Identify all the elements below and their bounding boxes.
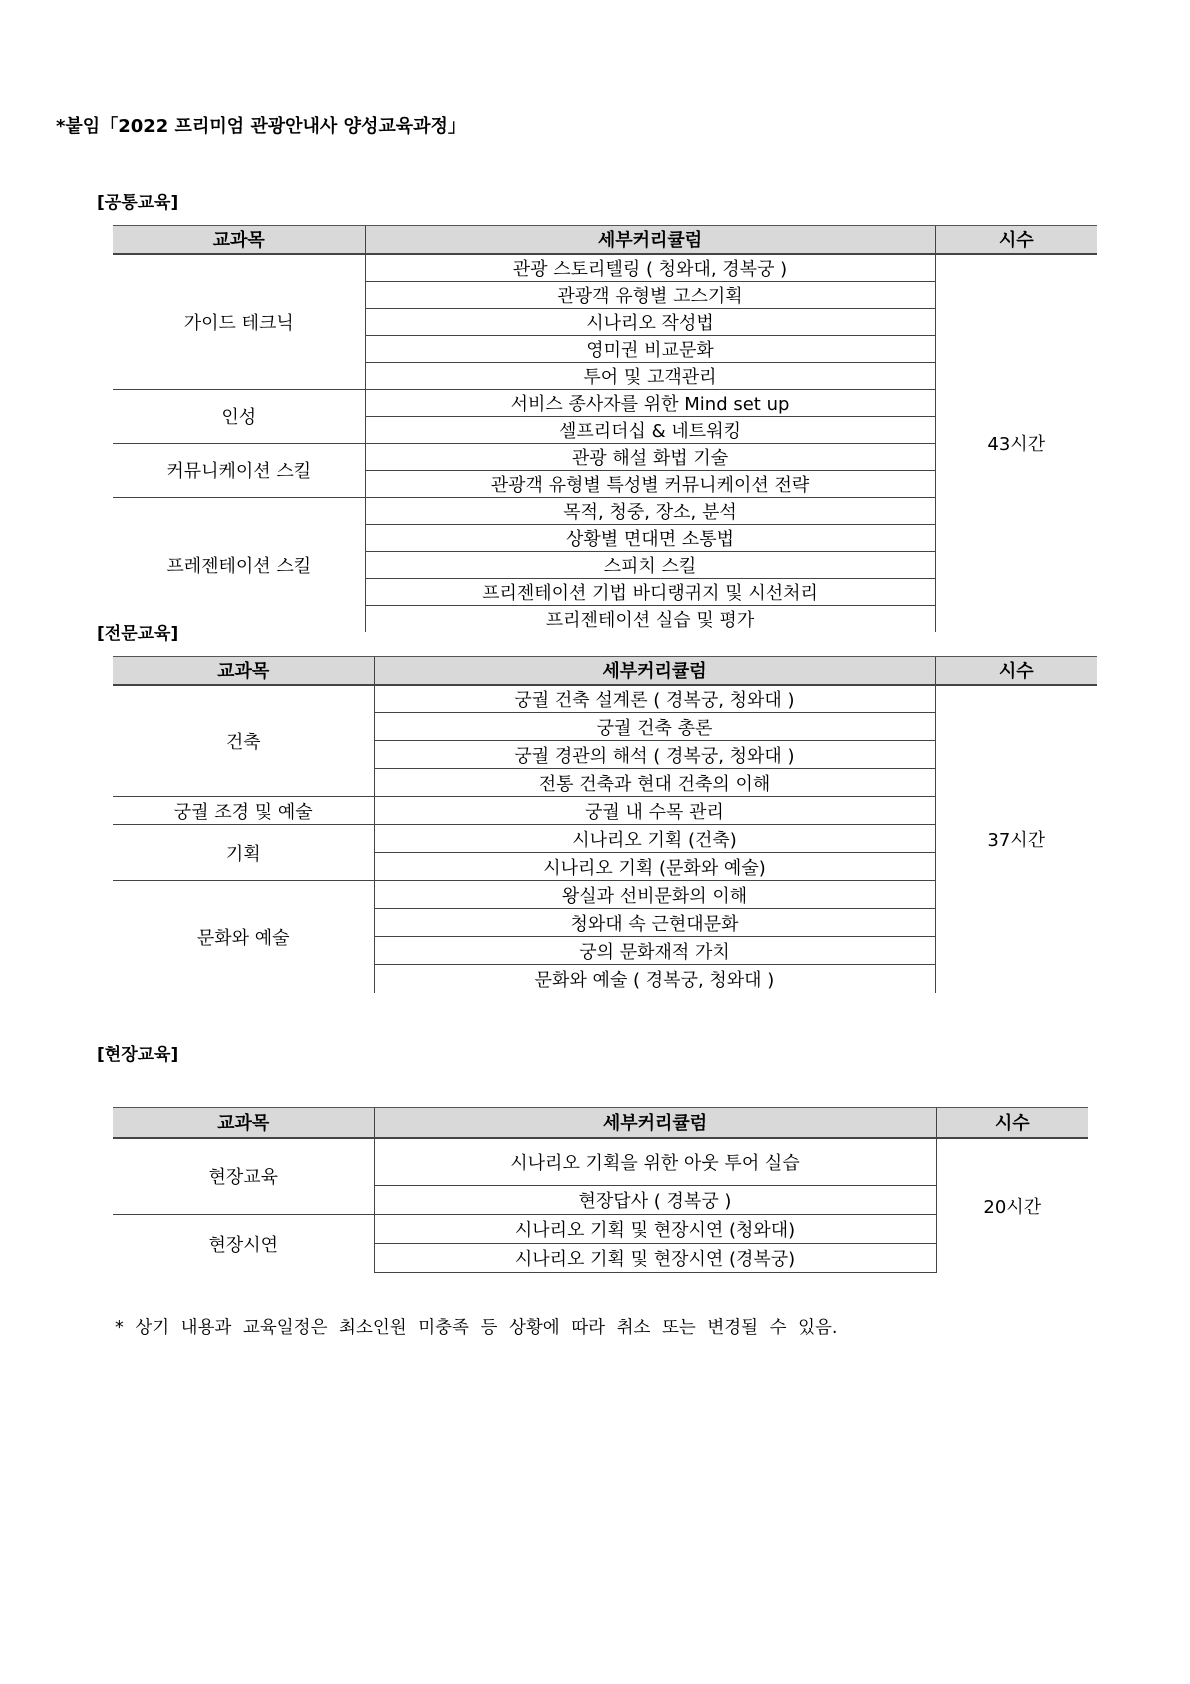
subject-cell: 건축 bbox=[225, 731, 261, 753]
subject-cell: 궁궐 조경 및 예술 bbox=[113, 797, 374, 825]
detail-cell: 시나리오 작성법 bbox=[365, 308, 935, 335]
detail-cell: 청와대 속 근현대문화 bbox=[374, 909, 935, 937]
detail-cell: 투어 및 고객관리 bbox=[365, 362, 935, 389]
table-row bbox=[113, 1138, 1088, 1186]
header-subject: 교과목 bbox=[113, 1108, 374, 1138]
subject-cell: 문화와 예술 bbox=[113, 881, 374, 993]
subject-cell: 기획 bbox=[113, 825, 374, 881]
header-detail: 세부커리큘럼 bbox=[374, 1108, 936, 1138]
detail-cell: 관광객 유형별 특성별 커뮤니케이션 전략 bbox=[365, 470, 935, 497]
detail-cell: 시나리오 기획 및 현장시연 (경복궁) bbox=[374, 1244, 936, 1273]
hours-cell: 20시간 bbox=[936, 1138, 1088, 1273]
table-row bbox=[113, 685, 1097, 713]
detail-cell: 문화와 예술 ( 경복궁, 청와대 ) bbox=[374, 965, 935, 993]
field-curriculum-table bbox=[113, 1107, 1088, 1273]
detail-cell: 시나리오 기획 (건축) bbox=[374, 825, 935, 853]
subject-cell: 가이드 테크닉 bbox=[183, 312, 294, 334]
detail-cell: 프리젠테이션 기법 바디랭귀지 및 시선처리 bbox=[365, 578, 935, 605]
table-row bbox=[113, 254, 1097, 282]
detail-cell: 목적, 청중, 장소, 분석 bbox=[365, 497, 935, 524]
footnote: * 상기 내용과 교육일정은 최소인원 미충족 등 상황에 따라 취소 또는 변경될 수 있음. bbox=[115, 1318, 838, 1338]
header-subject: 교과목 bbox=[113, 657, 374, 685]
header-detail: 세부커리큘럼 bbox=[365, 226, 935, 254]
subject-cell: 커뮤니케이션 스킬 bbox=[113, 443, 365, 497]
detail-cell: 궁궐 경관의 해석 ( 경복궁, 청와대 ) bbox=[374, 741, 935, 769]
detail-cell: 셀프리더십 & 네트워킹 bbox=[365, 416, 935, 443]
section-title-field: [현장교육] bbox=[97, 1045, 179, 1065]
hours-cell: 37시간 bbox=[935, 685, 1097, 993]
header-hours: 시수 bbox=[935, 226, 1097, 254]
header-hours: 시수 bbox=[935, 657, 1097, 685]
document-title: *붙임「2022 프리미엄 관광안내사 양성교육과정」 bbox=[56, 116, 466, 137]
detail-cell: 전통 건축과 현대 건축의 이해 bbox=[374, 769, 935, 797]
subject-cell: 현장시연 bbox=[113, 1215, 374, 1273]
detail-cell: 시나리오 기획 (문화와 예술) bbox=[374, 853, 935, 881]
detail-cell: 궁궐 건축 설계론 ( 경복궁, 청와대 ) bbox=[374, 685, 935, 713]
subject-cell: 현장교육 bbox=[208, 1167, 279, 1189]
detail-cell: 관광객 유형별 고스기획 bbox=[365, 281, 935, 308]
subject-cell: 프레젠테이션 스킬 bbox=[113, 497, 365, 632]
detail-cell: 궁의 문화재적 가치 bbox=[374, 937, 935, 965]
detail-cell: 스피치 스킬 bbox=[365, 551, 935, 578]
professional-curriculum-table bbox=[113, 656, 1097, 993]
common-curriculum-table bbox=[113, 225, 1097, 632]
section-title-professional: [전문교육] bbox=[97, 624, 179, 644]
header-detail: 세부커리큘럼 bbox=[374, 657, 935, 685]
detail-cell: 관광 스토리텔링 ( 청와대, 경복궁 ) bbox=[365, 254, 935, 282]
detail-cell: 현장답사 ( 경복궁 ) bbox=[374, 1186, 936, 1215]
detail-cell: 관광 해설 화법 기술 bbox=[365, 443, 935, 470]
header-subject: 교과목 bbox=[113, 226, 365, 254]
detail-cell: 상황별 면대면 소통법 bbox=[365, 524, 935, 551]
detail-cell: 시나리오 기획을 위한 아웃 투어 실습 bbox=[374, 1138, 936, 1186]
detail-cell: 궁궐 내 수목 관리 bbox=[374, 797, 935, 825]
detail-cell: 궁궐 건축 총론 bbox=[374, 713, 935, 741]
detail-cell: 영미권 비교문화 bbox=[365, 335, 935, 362]
detail-cell: 왕실과 선비문화의 이해 bbox=[374, 881, 935, 909]
detail-cell: 서비스 종사자를 위한 Mind set up bbox=[365, 389, 935, 416]
hours-cell: 43시간 bbox=[935, 254, 1097, 632]
section-title-common: [공통교육] bbox=[97, 193, 179, 213]
subject-cell: 인성 bbox=[113, 389, 365, 443]
detail-cell: 프리젠테이션 실습 및 평가 bbox=[365, 605, 935, 632]
header-hours: 시수 bbox=[936, 1108, 1088, 1138]
detail-cell: 시나리오 기획 및 현장시연 (청와대) bbox=[374, 1215, 936, 1244]
